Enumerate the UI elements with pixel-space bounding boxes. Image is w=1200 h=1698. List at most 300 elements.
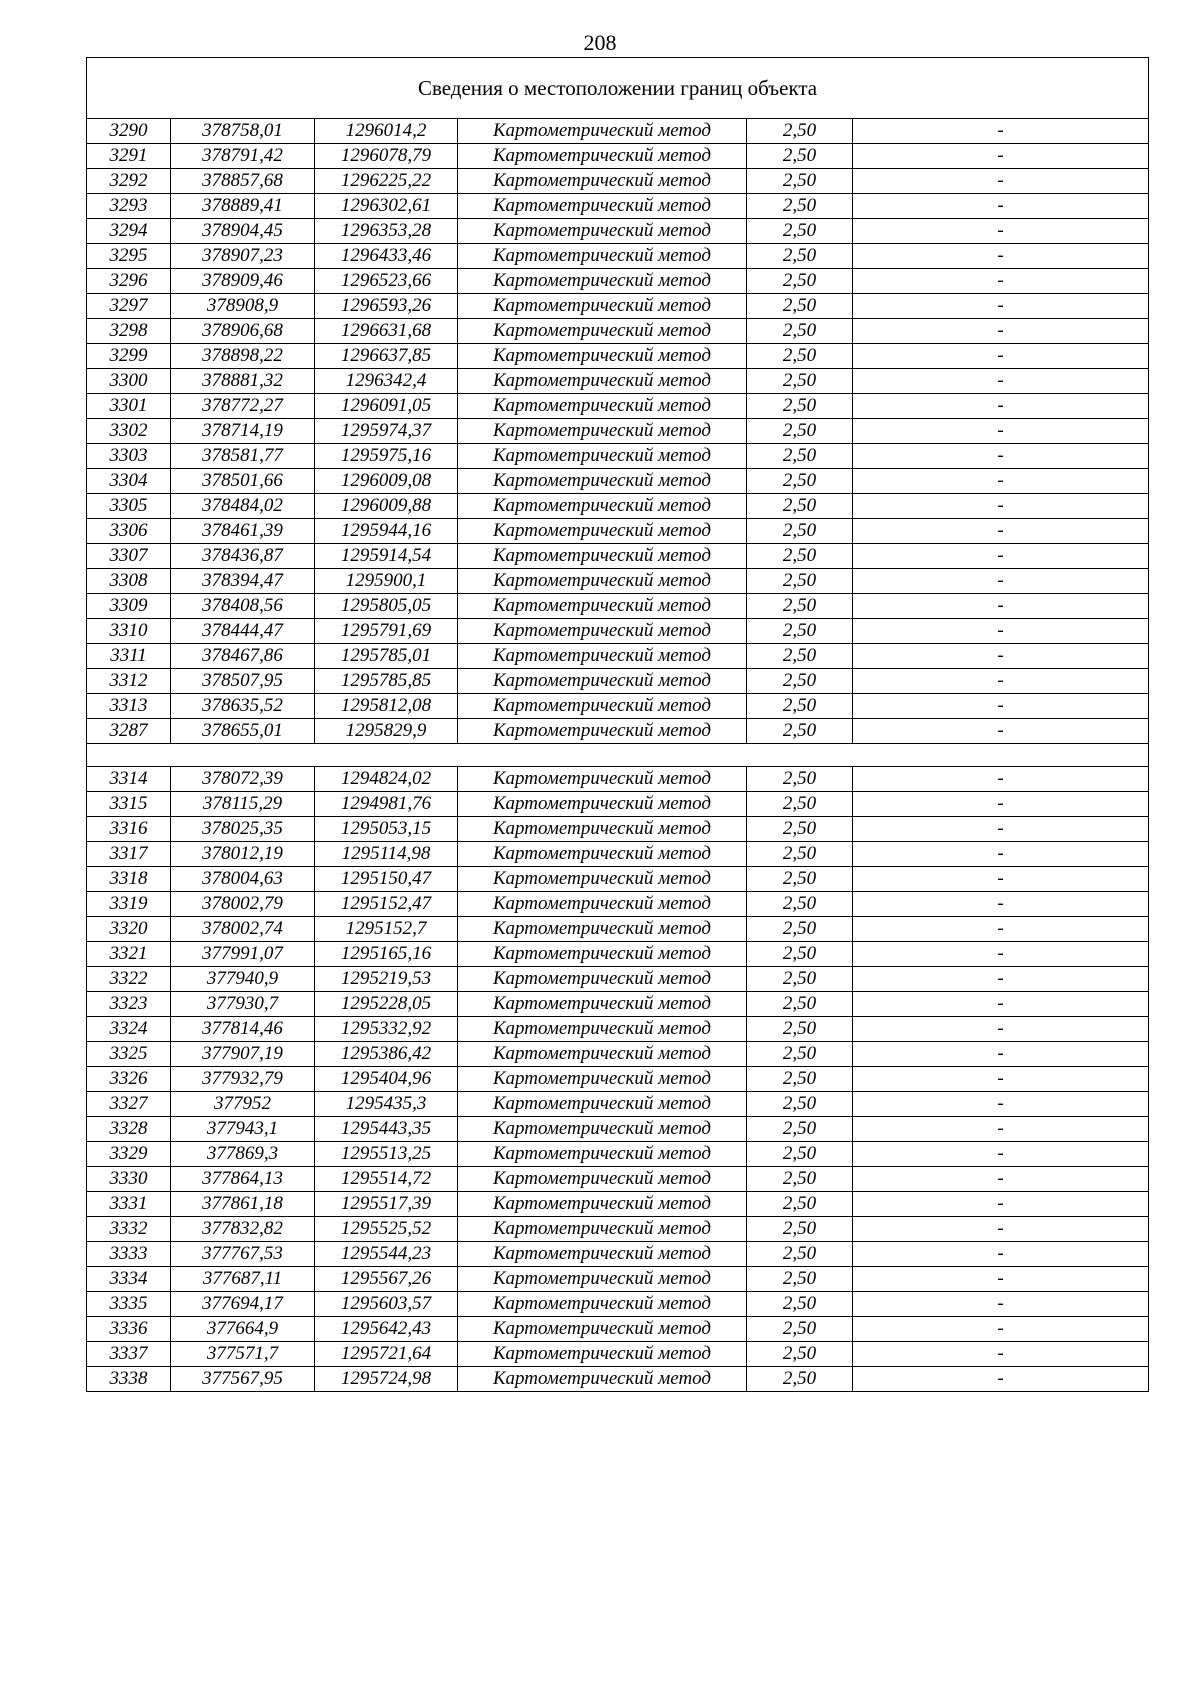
accuracy-cell: 2,50 xyxy=(747,1317,853,1342)
method-cell: Картометрический метод xyxy=(458,169,747,194)
y-coordinate-cell: 1296009,08 xyxy=(315,469,458,494)
y-coordinate-cell: 1295900,1 xyxy=(315,569,458,594)
table-row xyxy=(87,1042,1149,1067)
accuracy-cell: 2,50 xyxy=(747,519,853,544)
x-coordinate-cell: 378507,95 xyxy=(171,669,315,694)
method-cell: Картометрический метод xyxy=(458,1342,747,1367)
y-coordinate-cell: 1295785,85 xyxy=(315,669,458,694)
boundary-coordinates-table xyxy=(86,57,1149,1392)
table-row xyxy=(87,344,1149,369)
note-cell: - xyxy=(853,294,1149,319)
method-cell: Картометрический метод xyxy=(458,394,747,419)
point-number-cell: 3335 xyxy=(87,1292,171,1317)
method-cell: Картометрический метод xyxy=(458,269,747,294)
table-row xyxy=(87,594,1149,619)
y-coordinate-cell: 1295944,16 xyxy=(315,519,458,544)
method-cell: Картометрический метод xyxy=(458,644,747,669)
accuracy-cell: 2,50 xyxy=(747,1367,853,1392)
table-row xyxy=(87,892,1149,917)
point-number-cell: 3312 xyxy=(87,669,171,694)
accuracy-cell: 2,50 xyxy=(747,992,853,1017)
table-row xyxy=(87,1167,1149,1192)
method-cell: Картометрический метод xyxy=(458,144,747,169)
x-coordinate-cell: 378635,52 xyxy=(171,694,315,719)
method-cell: Картометрический метод xyxy=(458,1367,747,1392)
method-cell: Картометрический метод xyxy=(458,1242,747,1267)
method-cell: Картометрический метод xyxy=(458,469,747,494)
table-title: Сведения о местоположении границ объекта xyxy=(87,58,1149,119)
table-row xyxy=(87,817,1149,842)
method-cell: Картометрический метод xyxy=(458,1042,747,1067)
method-cell: Картометрический метод xyxy=(458,1167,747,1192)
point-number-cell: 3314 xyxy=(87,767,171,792)
note-cell: - xyxy=(853,469,1149,494)
table-row xyxy=(87,1017,1149,1042)
accuracy-cell: 2,50 xyxy=(747,144,853,169)
note-cell: - xyxy=(853,1167,1149,1192)
point-number-cell: 3315 xyxy=(87,792,171,817)
method-cell: Картометрический метод xyxy=(458,1292,747,1317)
y-coordinate-cell: 1296593,26 xyxy=(315,294,458,319)
y-coordinate-cell: 1295150,47 xyxy=(315,867,458,892)
method-cell: Картометрический метод xyxy=(458,867,747,892)
note-cell: - xyxy=(853,719,1149,744)
note-cell: - xyxy=(853,494,1149,519)
point-number-cell: 3309 xyxy=(87,594,171,619)
point-number-cell: 3332 xyxy=(87,1217,171,1242)
y-coordinate-cell: 1295791,69 xyxy=(315,619,458,644)
table-row xyxy=(87,992,1149,1017)
note-cell: - xyxy=(853,817,1149,842)
method-cell: Картометрический метод xyxy=(458,967,747,992)
point-number-cell: 3313 xyxy=(87,694,171,719)
point-number-cell: 3299 xyxy=(87,344,171,369)
y-coordinate-cell: 1295805,05 xyxy=(315,594,458,619)
accuracy-cell: 2,50 xyxy=(747,444,853,469)
table-row xyxy=(87,917,1149,942)
method-cell: Картометрический метод xyxy=(458,1192,747,1217)
x-coordinate-cell: 378004,63 xyxy=(171,867,315,892)
x-coordinate-cell: 378908,9 xyxy=(171,294,315,319)
accuracy-cell: 2,50 xyxy=(747,219,853,244)
table-row xyxy=(87,319,1149,344)
accuracy-cell: 2,50 xyxy=(747,469,853,494)
note-cell: - xyxy=(853,767,1149,792)
accuracy-cell: 2,50 xyxy=(747,1267,853,1292)
note-cell: - xyxy=(853,1092,1149,1117)
point-number-cell: 3292 xyxy=(87,169,171,194)
x-coordinate-cell: 378394,47 xyxy=(171,569,315,594)
table-title-row xyxy=(87,58,1149,119)
accuracy-cell: 2,50 xyxy=(747,1092,853,1117)
note-cell: - xyxy=(853,544,1149,569)
method-cell: Картометрический метод xyxy=(458,319,747,344)
method-cell: Картометрический метод xyxy=(458,1267,747,1292)
method-cell: Картометрический метод xyxy=(458,1092,747,1117)
x-coordinate-cell: 377930,7 xyxy=(171,992,315,1017)
point-number-cell: 3303 xyxy=(87,444,171,469)
point-number-cell: 3301 xyxy=(87,394,171,419)
y-coordinate-cell: 1295114,98 xyxy=(315,842,458,867)
method-cell: Картометрический метод xyxy=(458,569,747,594)
accuracy-cell: 2,50 xyxy=(747,719,853,744)
table-row xyxy=(87,1267,1149,1292)
method-cell: Картометрический метод xyxy=(458,594,747,619)
accuracy-cell: 2,50 xyxy=(747,269,853,294)
method-cell: Картометрический метод xyxy=(458,792,747,817)
method-cell: Картометрический метод xyxy=(458,992,747,1017)
point-number-cell: 3290 xyxy=(87,119,171,144)
y-coordinate-cell: 1296523,66 xyxy=(315,269,458,294)
note-cell: - xyxy=(853,967,1149,992)
point-number-cell: 3325 xyxy=(87,1042,171,1067)
table-row xyxy=(87,767,1149,792)
note-cell: - xyxy=(853,1292,1149,1317)
x-coordinate-cell: 377571,7 xyxy=(171,1342,315,1367)
table-row xyxy=(87,269,1149,294)
table-row xyxy=(87,867,1149,892)
accuracy-cell: 2,50 xyxy=(747,319,853,344)
table-row xyxy=(87,1067,1149,1092)
y-coordinate-cell: 1296078,79 xyxy=(315,144,458,169)
method-cell: Картометрический метод xyxy=(458,419,747,444)
note-cell: - xyxy=(853,194,1149,219)
accuracy-cell: 2,50 xyxy=(747,1067,853,1092)
y-coordinate-cell: 1295332,92 xyxy=(315,1017,458,1042)
point-number-cell: 3293 xyxy=(87,194,171,219)
y-coordinate-cell: 1296009,88 xyxy=(315,494,458,519)
y-coordinate-cell: 1294981,76 xyxy=(315,792,458,817)
note-cell: - xyxy=(853,1192,1149,1217)
x-coordinate-cell: 377814,46 xyxy=(171,1017,315,1042)
accuracy-cell: 2,50 xyxy=(747,369,853,394)
accuracy-cell: 2,50 xyxy=(747,394,853,419)
table-row xyxy=(87,294,1149,319)
table-row xyxy=(87,669,1149,694)
note-cell: - xyxy=(853,619,1149,644)
table-row xyxy=(87,244,1149,269)
accuracy-cell: 2,50 xyxy=(747,1167,853,1192)
y-coordinate-cell: 1295513,25 xyxy=(315,1142,458,1167)
accuracy-cell: 2,50 xyxy=(747,644,853,669)
note-cell: - xyxy=(853,144,1149,169)
accuracy-cell: 2,50 xyxy=(747,1217,853,1242)
note-cell: - xyxy=(853,917,1149,942)
x-coordinate-cell: 378408,56 xyxy=(171,594,315,619)
x-coordinate-cell: 378436,87 xyxy=(171,544,315,569)
accuracy-cell: 2,50 xyxy=(747,694,853,719)
point-number-cell: 3296 xyxy=(87,269,171,294)
method-cell: Картометрический метод xyxy=(458,1117,747,1142)
note-cell: - xyxy=(853,444,1149,469)
note-cell: - xyxy=(853,1267,1149,1292)
method-cell: Картометрический метод xyxy=(458,219,747,244)
method-cell: Картометрический метод xyxy=(458,444,747,469)
y-coordinate-cell: 1296225,22 xyxy=(315,169,458,194)
note-cell: - xyxy=(853,1242,1149,1267)
y-coordinate-cell: 1296353,28 xyxy=(315,219,458,244)
group-separator-row xyxy=(87,744,1149,767)
y-coordinate-cell: 1295525,52 xyxy=(315,1217,458,1242)
x-coordinate-cell: 377687,11 xyxy=(171,1267,315,1292)
table-row xyxy=(87,169,1149,194)
point-number-cell: 3304 xyxy=(87,469,171,494)
x-coordinate-cell: 378909,46 xyxy=(171,269,315,294)
note-cell: - xyxy=(853,169,1149,194)
y-coordinate-cell: 1296342,4 xyxy=(315,369,458,394)
y-coordinate-cell: 1295642,43 xyxy=(315,1317,458,1342)
y-coordinate-cell: 1295914,54 xyxy=(315,544,458,569)
y-coordinate-cell: 1295974,37 xyxy=(315,419,458,444)
table-row xyxy=(87,519,1149,544)
point-number-cell: 3334 xyxy=(87,1267,171,1292)
table-row xyxy=(87,644,1149,669)
point-number-cell: 3317 xyxy=(87,842,171,867)
accuracy-cell: 2,50 xyxy=(747,494,853,519)
x-coordinate-cell: 378484,02 xyxy=(171,494,315,519)
point-number-cell: 3305 xyxy=(87,494,171,519)
x-coordinate-cell: 378012,19 xyxy=(171,842,315,867)
accuracy-cell: 2,50 xyxy=(747,1242,853,1267)
method-cell: Картометрический метод xyxy=(458,694,747,719)
table-row xyxy=(87,444,1149,469)
method-cell: Картометрический метод xyxy=(458,1067,747,1092)
x-coordinate-cell: 377991,07 xyxy=(171,942,315,967)
table-row xyxy=(87,792,1149,817)
point-number-cell: 3311 xyxy=(87,644,171,669)
point-number-cell: 3329 xyxy=(87,1142,171,1167)
accuracy-cell: 2,50 xyxy=(747,194,853,219)
method-cell: Картометрический метод xyxy=(458,344,747,369)
point-number-cell: 3307 xyxy=(87,544,171,569)
point-number-cell: 3328 xyxy=(87,1117,171,1142)
table-row xyxy=(87,1092,1149,1117)
x-coordinate-cell: 377832,82 xyxy=(171,1217,315,1242)
y-coordinate-cell: 1295724,98 xyxy=(315,1367,458,1392)
note-cell: - xyxy=(853,792,1149,817)
accuracy-cell: 2,50 xyxy=(747,119,853,144)
accuracy-cell: 2,50 xyxy=(747,594,853,619)
accuracy-cell: 2,50 xyxy=(747,244,853,269)
y-coordinate-cell: 1295152,47 xyxy=(315,892,458,917)
x-coordinate-cell: 377767,53 xyxy=(171,1242,315,1267)
x-coordinate-cell: 378461,39 xyxy=(171,519,315,544)
note-cell: - xyxy=(853,594,1149,619)
table-row xyxy=(87,544,1149,569)
y-coordinate-cell: 1295219,53 xyxy=(315,967,458,992)
point-number-cell: 3295 xyxy=(87,244,171,269)
y-coordinate-cell: 1295544,23 xyxy=(315,1242,458,1267)
x-coordinate-cell: 377861,18 xyxy=(171,1192,315,1217)
y-coordinate-cell: 1295165,16 xyxy=(315,942,458,967)
x-coordinate-cell: 377932,79 xyxy=(171,1067,315,1092)
table-row xyxy=(87,942,1149,967)
note-cell: - xyxy=(853,942,1149,967)
table-row xyxy=(87,619,1149,644)
y-coordinate-cell: 1296091,05 xyxy=(315,394,458,419)
point-number-cell: 3302 xyxy=(87,419,171,444)
table-row xyxy=(87,144,1149,169)
note-cell: - xyxy=(853,1217,1149,1242)
x-coordinate-cell: 377864,13 xyxy=(171,1167,315,1192)
separator-cell xyxy=(87,744,1149,767)
point-number-cell: 3338 xyxy=(87,1367,171,1392)
point-number-cell: 3298 xyxy=(87,319,171,344)
x-coordinate-cell: 377943,1 xyxy=(171,1117,315,1142)
method-cell: Картометрический метод xyxy=(458,767,747,792)
method-cell: Картометрический метод xyxy=(458,942,747,967)
table-row xyxy=(87,1117,1149,1142)
x-coordinate-cell: 378444,47 xyxy=(171,619,315,644)
x-coordinate-cell: 378906,68 xyxy=(171,319,315,344)
accuracy-cell: 2,50 xyxy=(747,1042,853,1067)
note-cell: - xyxy=(853,669,1149,694)
table-row xyxy=(87,1292,1149,1317)
note-cell: - xyxy=(853,1317,1149,1342)
point-number-cell: 3336 xyxy=(87,1317,171,1342)
x-coordinate-cell: 378714,19 xyxy=(171,419,315,444)
table-row xyxy=(87,1367,1149,1392)
accuracy-cell: 2,50 xyxy=(747,967,853,992)
table-row xyxy=(87,469,1149,494)
y-coordinate-cell: 1295152,7 xyxy=(315,917,458,942)
y-coordinate-cell: 1295053,15 xyxy=(315,817,458,842)
point-number-cell: 3322 xyxy=(87,967,171,992)
x-coordinate-cell: 378002,79 xyxy=(171,892,315,917)
y-coordinate-cell: 1295443,35 xyxy=(315,1117,458,1142)
x-coordinate-cell: 378907,23 xyxy=(171,244,315,269)
note-cell: - xyxy=(853,1067,1149,1092)
x-coordinate-cell: 378857,68 xyxy=(171,169,315,194)
x-coordinate-cell: 377664,9 xyxy=(171,1317,315,1342)
table-row xyxy=(87,194,1149,219)
note-cell: - xyxy=(853,1342,1149,1367)
table-row xyxy=(87,1192,1149,1217)
method-cell: Картометрический метод xyxy=(458,1142,747,1167)
method-cell: Картометрический метод xyxy=(458,719,747,744)
x-coordinate-cell: 378501,66 xyxy=(171,469,315,494)
method-cell: Картометрический метод xyxy=(458,1017,747,1042)
note-cell: - xyxy=(853,319,1149,344)
y-coordinate-cell: 1295404,96 xyxy=(315,1067,458,1092)
table-row xyxy=(87,1217,1149,1242)
note-cell: - xyxy=(853,1367,1149,1392)
method-cell: Картометрический метод xyxy=(458,917,747,942)
y-coordinate-cell: 1295721,64 xyxy=(315,1342,458,1367)
note-cell: - xyxy=(853,842,1149,867)
accuracy-cell: 2,50 xyxy=(747,294,853,319)
x-coordinate-cell: 378002,74 xyxy=(171,917,315,942)
accuracy-cell: 2,50 xyxy=(747,1192,853,1217)
y-coordinate-cell: 1294824,02 xyxy=(315,767,458,792)
x-coordinate-cell: 378758,01 xyxy=(171,119,315,144)
method-cell: Картометрический метод xyxy=(458,544,747,569)
note-cell: - xyxy=(853,419,1149,444)
y-coordinate-cell: 1296637,85 xyxy=(315,344,458,369)
accuracy-cell: 2,50 xyxy=(747,1292,853,1317)
table-row xyxy=(87,842,1149,867)
point-number-cell: 3310 xyxy=(87,619,171,644)
table-row xyxy=(87,394,1149,419)
method-cell: Картометрический метод xyxy=(458,817,747,842)
point-number-cell: 3326 xyxy=(87,1067,171,1092)
note-cell: - xyxy=(853,344,1149,369)
accuracy-cell: 2,50 xyxy=(747,1017,853,1042)
accuracy-cell: 2,50 xyxy=(747,619,853,644)
method-cell: Картометрический метод xyxy=(458,119,747,144)
point-number-cell: 3316 xyxy=(87,817,171,842)
y-coordinate-cell: 1295386,42 xyxy=(315,1042,458,1067)
x-coordinate-cell: 378772,27 xyxy=(171,394,315,419)
y-coordinate-cell: 1295514,72 xyxy=(315,1167,458,1192)
accuracy-cell: 2,50 xyxy=(747,544,853,569)
note-cell: - xyxy=(853,369,1149,394)
point-number-cell: 3319 xyxy=(87,892,171,917)
y-coordinate-cell: 1295567,26 xyxy=(315,1267,458,1292)
method-cell: Картометрический метод xyxy=(458,1217,747,1242)
y-coordinate-cell: 1296302,61 xyxy=(315,194,458,219)
accuracy-cell: 2,50 xyxy=(747,169,853,194)
method-cell: Картометрический метод xyxy=(458,369,747,394)
point-number-cell: 3306 xyxy=(87,519,171,544)
x-coordinate-cell: 378655,01 xyxy=(171,719,315,744)
table-row xyxy=(87,569,1149,594)
point-number-cell: 3327 xyxy=(87,1092,171,1117)
page-number: 208 xyxy=(583,30,617,55)
point-number-cell: 3294 xyxy=(87,219,171,244)
x-coordinate-cell: 378904,45 xyxy=(171,219,315,244)
y-coordinate-cell: 1296433,46 xyxy=(315,244,458,269)
note-cell: - xyxy=(853,694,1149,719)
x-coordinate-cell: 377907,19 xyxy=(171,1042,315,1067)
table-row xyxy=(87,494,1149,519)
note-cell: - xyxy=(853,519,1149,544)
y-coordinate-cell: 1296631,68 xyxy=(315,319,458,344)
table-row xyxy=(87,719,1149,744)
table-row xyxy=(87,1317,1149,1342)
method-cell: Картометрический метод xyxy=(458,194,747,219)
note-cell: - xyxy=(853,992,1149,1017)
accuracy-cell: 2,50 xyxy=(747,892,853,917)
accuracy-cell: 2,50 xyxy=(747,767,853,792)
y-coordinate-cell: 1295603,57 xyxy=(315,1292,458,1317)
point-number-cell: 3321 xyxy=(87,942,171,967)
x-coordinate-cell: 378898,22 xyxy=(171,344,315,369)
accuracy-cell: 2,50 xyxy=(747,792,853,817)
accuracy-cell: 2,50 xyxy=(747,1117,853,1142)
point-number-cell: 3297 xyxy=(87,294,171,319)
table-row xyxy=(87,1242,1149,1267)
point-number-cell: 3291 xyxy=(87,144,171,169)
point-number-cell: 3308 xyxy=(87,569,171,594)
accuracy-cell: 2,50 xyxy=(747,842,853,867)
accuracy-cell: 2,50 xyxy=(747,569,853,594)
accuracy-cell: 2,50 xyxy=(747,419,853,444)
x-coordinate-cell: 378889,41 xyxy=(171,194,315,219)
note-cell: - xyxy=(853,119,1149,144)
x-coordinate-cell: 378581,77 xyxy=(171,444,315,469)
point-number-cell: 3318 xyxy=(87,867,171,892)
method-cell: Картометрический метод xyxy=(458,294,747,319)
table-row xyxy=(87,219,1149,244)
y-coordinate-cell: 1295228,05 xyxy=(315,992,458,1017)
note-cell: - xyxy=(853,569,1149,594)
note-cell: - xyxy=(853,867,1149,892)
note-cell: - xyxy=(853,394,1149,419)
method-cell: Картометрический метод xyxy=(458,244,747,269)
table-row xyxy=(87,967,1149,992)
y-coordinate-cell: 1295812,08 xyxy=(315,694,458,719)
